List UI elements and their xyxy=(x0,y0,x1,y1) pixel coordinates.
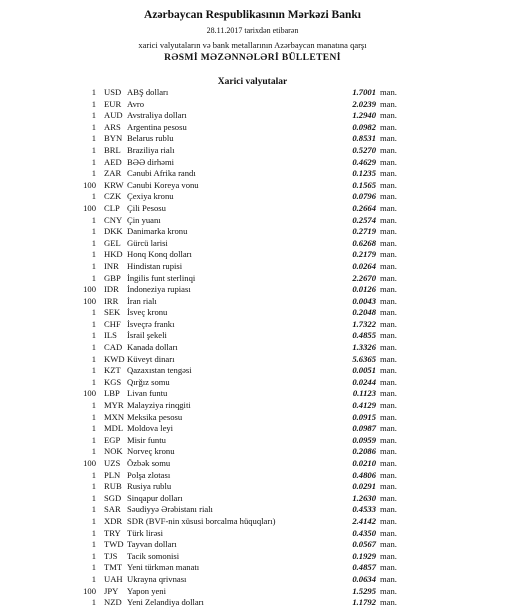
rate-row xyxy=(0,110,505,122)
unit-label: man. xyxy=(380,237,397,248)
currency-name: Qazaxıstan tengəsi xyxy=(127,365,192,376)
unit-label: man. xyxy=(380,330,397,341)
currency-name: Livan funtu xyxy=(127,388,168,399)
rate-row xyxy=(0,168,505,180)
exchange-rate: 1.7322 xyxy=(352,318,376,329)
rate-row xyxy=(0,458,505,470)
unit-label: man. xyxy=(380,469,397,480)
exchange-rate: 0.0567 xyxy=(352,539,376,550)
currency-name: İndoneziya rupiası xyxy=(127,284,191,295)
currency-code: RUB xyxy=(104,481,122,492)
exchange-rate: 0.0982 xyxy=(352,121,376,132)
unit-label: man. xyxy=(380,376,397,387)
exchange-rate: 0.0291 xyxy=(352,481,376,492)
section-heading: Xarici valyutalar xyxy=(217,77,288,87)
currency-code: SGD xyxy=(104,492,122,503)
unit-label: man. xyxy=(380,121,397,132)
rate-row xyxy=(0,377,505,389)
currency-code: TRY xyxy=(104,527,121,538)
unit-label: man. xyxy=(380,562,397,573)
nominal: 1 xyxy=(91,492,96,503)
unit-label: man. xyxy=(380,98,397,109)
currency-code: UZS xyxy=(104,458,121,468)
rate-row xyxy=(0,435,505,447)
exchange-rate: 0.4857 xyxy=(352,562,376,573)
nominal: 1 xyxy=(91,110,96,121)
currency-name: Danimarka kronu xyxy=(127,226,188,237)
rate-row xyxy=(0,133,505,145)
unit-label: man. xyxy=(380,342,397,353)
nominal: 1 xyxy=(91,168,96,179)
currency-name: Ukrayna qrivnası xyxy=(127,573,187,584)
exchange-rate: 1.1792 xyxy=(352,597,376,608)
nominal: 1 xyxy=(91,597,96,608)
currency-code: MXN xyxy=(104,411,125,422)
nominal: 100 xyxy=(83,202,96,213)
currency-name: Yeni türkmən manatı xyxy=(127,562,200,573)
rate-row xyxy=(0,354,505,366)
unit-label: man. xyxy=(380,388,397,399)
rate-row xyxy=(0,446,505,458)
rate-row xyxy=(0,319,505,331)
unit-label: man. xyxy=(380,226,397,237)
exchange-rate: 0.0043 xyxy=(352,295,376,306)
nominal: 1 xyxy=(91,307,96,318)
rate-row xyxy=(0,226,505,238)
nominal: 100 xyxy=(83,179,96,190)
exchange-rate: 0.2179 xyxy=(352,249,376,260)
currency-code: KGS xyxy=(104,376,122,387)
rate-row xyxy=(0,203,505,215)
currency-code: EUR xyxy=(104,98,122,109)
currency-code: XDR xyxy=(104,515,123,526)
exchange-rate: 0.2048 xyxy=(352,307,376,318)
rate-row xyxy=(0,307,505,319)
nominal: 1 xyxy=(91,191,96,202)
currency-name: Rusiya rublu xyxy=(127,481,172,492)
exchange-rate: 0.4629 xyxy=(352,156,376,167)
exchange-rate: 0.4806 xyxy=(352,469,376,480)
currency-name: İsveç kronu xyxy=(127,307,168,318)
currency-code: NZD xyxy=(104,597,122,608)
currency-code: BRL xyxy=(104,144,121,155)
unit-label: man. xyxy=(380,515,397,526)
nominal: 1 xyxy=(91,504,96,515)
nominal: 1 xyxy=(91,550,96,561)
currency-code: GEL xyxy=(104,237,121,248)
currency-name: Yeni Zelandiya dolları xyxy=(127,597,204,608)
unit-label: man. xyxy=(380,423,397,434)
exchange-rate: 0.8531 xyxy=(352,133,376,144)
unit-label: man. xyxy=(380,585,397,596)
unit-label: man. xyxy=(380,492,397,503)
currency-code: TMT xyxy=(104,562,123,573)
nominal: 1 xyxy=(91,144,96,155)
nominal: 1 xyxy=(91,562,96,573)
nominal: 100 xyxy=(83,295,96,306)
currency-name: İngilis funt sterlinqi xyxy=(127,272,196,283)
nominal: 100 xyxy=(83,388,96,399)
currency-code: PLN xyxy=(104,469,121,480)
exchange-rate: 0.1235 xyxy=(352,168,376,179)
rate-row xyxy=(0,238,505,250)
nominal: 1 xyxy=(91,272,96,283)
rate-row xyxy=(0,215,505,227)
exchange-rate: 0.0915 xyxy=(352,411,376,422)
unit-label: man. xyxy=(380,365,397,376)
rates-table xyxy=(0,87,505,609)
exchange-rate: 0.0959 xyxy=(352,434,376,445)
rate-row xyxy=(0,400,505,412)
unit-label: man. xyxy=(380,272,397,283)
currency-code: CHF xyxy=(104,318,121,329)
currency-name: BƏƏ dirhəmi xyxy=(127,156,175,167)
unit-label: man. xyxy=(380,133,397,144)
unit-label: man. xyxy=(380,214,397,225)
currency-code: EGP xyxy=(104,434,121,445)
nominal: 1 xyxy=(91,318,96,329)
exchange-rate: 0.0796 xyxy=(352,191,376,202)
bank-title: Azərbaycan Respublikasının Mərkəzi Bankı xyxy=(144,9,361,21)
unit-label: man. xyxy=(380,597,397,608)
nominal: 1 xyxy=(91,249,96,260)
rate-row xyxy=(0,191,505,203)
currency-name: SDR (BVF-nin xüsusi borcalma hüquqları) xyxy=(127,515,276,526)
unit-label: man. xyxy=(380,284,397,295)
currency-name: Sinqapur dolları xyxy=(127,492,183,503)
unit-label: man. xyxy=(380,202,397,213)
nominal: 100 xyxy=(83,458,96,468)
unit-label: man. xyxy=(380,168,397,179)
unit-label: man. xyxy=(380,353,397,364)
unit-label: man. xyxy=(380,527,397,538)
currency-code: CZK xyxy=(104,191,122,202)
unit-label: man. xyxy=(380,446,397,457)
exchange-rate: 0.2664 xyxy=(352,202,376,213)
rate-row xyxy=(0,470,505,482)
rate-row xyxy=(0,516,505,528)
unit-label: man. xyxy=(380,550,397,561)
rate-row xyxy=(0,99,505,111)
currency-code: GBP xyxy=(104,272,121,283)
nominal: 1 xyxy=(91,353,96,364)
nominal: 1 xyxy=(91,365,96,376)
currency-code: INR xyxy=(104,260,119,271)
exchange-rate: 0.4855 xyxy=(352,330,376,341)
rate-row xyxy=(0,574,505,586)
currency-name: Hindistan rupisi xyxy=(127,260,183,271)
currency-name: Cənubi Afrika randı xyxy=(127,168,196,179)
effective-date: 28.11.2017 tarixdən etibarən xyxy=(206,26,299,35)
nominal: 1 xyxy=(91,527,96,538)
currency-name: Çexiya kronu xyxy=(127,191,174,202)
exchange-rate: 0.6268 xyxy=(352,237,376,248)
currency-code: NOK xyxy=(104,446,123,457)
unit-label: man. xyxy=(380,249,397,260)
exchange-rate: 5.6365 xyxy=(352,353,376,364)
unit-label: man. xyxy=(380,434,397,445)
nominal: 1 xyxy=(91,214,96,225)
nominal: 1 xyxy=(91,573,96,584)
unit-label: man. xyxy=(380,504,397,515)
currency-code: KWD xyxy=(104,353,125,364)
currency-name: Polşa zlotası xyxy=(127,469,171,480)
nominal: 100 xyxy=(83,284,96,295)
unit-label: man. xyxy=(380,411,397,422)
currency-name: Moldova leyi xyxy=(127,423,174,434)
unit-label: man. xyxy=(380,144,397,155)
rate-row xyxy=(0,481,505,493)
currency-name: Çili Pesosu xyxy=(127,202,166,213)
bulletin-title: RƏSMİ MƏZƏNNƏLƏRİ BÜLLETENİ xyxy=(164,53,341,63)
currency-name: Avstraliya dolları xyxy=(127,110,187,121)
currency-code: AED xyxy=(104,156,122,167)
rate-row xyxy=(0,586,505,598)
rate-row xyxy=(0,365,505,377)
currency-code: CNY xyxy=(104,214,123,225)
currency-code: IDR xyxy=(104,284,119,295)
currency-name: Tacik somonisi xyxy=(127,550,180,561)
currency-code: SAR xyxy=(104,504,121,515)
unit-label: man. xyxy=(380,400,397,411)
exchange-rate: 2.2670 xyxy=(352,272,376,283)
unit-label: man. xyxy=(380,295,397,306)
rate-row xyxy=(0,539,505,551)
rate-row xyxy=(0,296,505,308)
nominal: 1 xyxy=(91,121,96,132)
currency-code: AUD xyxy=(104,110,123,121)
currency-code: TWD xyxy=(104,539,124,550)
nominal: 100 xyxy=(83,585,96,596)
currency-name: Braziliya rialı xyxy=(127,144,175,155)
rate-row xyxy=(0,528,505,540)
exchange-rate: 0.0634 xyxy=(352,573,376,584)
rate-row xyxy=(0,388,505,400)
exchange-rate: 2.4142 xyxy=(352,515,376,526)
exchange-rate: 0.0051 xyxy=(352,365,376,376)
exchange-rate: 1.3326 xyxy=(352,342,376,353)
unit-label: man. xyxy=(380,110,397,121)
bulletin-subtitle: xarici valyutaların və bank metallarının Azərbaycan manatına qarşı xyxy=(138,40,367,50)
exchange-rate: 1.2630 xyxy=(352,492,376,503)
rate-row xyxy=(0,157,505,169)
rate-row xyxy=(0,330,505,342)
rate-row xyxy=(0,145,505,157)
rate-row xyxy=(0,551,505,563)
rate-row xyxy=(0,412,505,424)
currency-code: ZAR xyxy=(104,168,122,179)
currency-code: MDL xyxy=(104,423,124,434)
currency-code: MYR xyxy=(104,400,124,411)
currency-name: Argentina pesosu xyxy=(127,121,187,132)
unit-label: man. xyxy=(380,179,397,190)
nominal: 1 xyxy=(91,342,96,353)
nominal: 1 xyxy=(91,98,96,109)
currency-code: KRW xyxy=(104,179,124,190)
currency-name: Kanada dolları xyxy=(127,342,178,353)
nominal: 1 xyxy=(91,515,96,526)
exchange-rate: 0.1123 xyxy=(352,388,376,399)
rate-row xyxy=(0,562,505,574)
exchange-rate: 0.0264 xyxy=(352,260,376,271)
nominal: 1 xyxy=(91,260,96,271)
nominal: 1 xyxy=(91,400,96,411)
nominal: 1 xyxy=(91,330,96,341)
nominal: 1 xyxy=(91,481,96,492)
currency-name: Türk lirəsi xyxy=(127,527,164,538)
currency-name: Belarus rublu xyxy=(127,133,174,144)
exchange-rate: 0.5270 xyxy=(352,144,376,155)
currency-code: HKD xyxy=(104,249,123,260)
currency-name: Avro xyxy=(127,98,145,109)
rate-row xyxy=(0,273,505,285)
unit-label: man. xyxy=(380,260,397,271)
exchange-rate: 0.0244 xyxy=(352,376,376,387)
currency-name: İsveçrə frankı xyxy=(127,318,175,329)
nominal: 1 xyxy=(91,434,96,445)
exchange-rate: 1.5295 xyxy=(352,585,376,596)
rate-row xyxy=(0,284,505,296)
currency-code: CAD xyxy=(104,342,123,353)
currency-name: Cənubi Koreya vonu xyxy=(127,179,199,190)
nominal: 1 xyxy=(91,376,96,387)
exchange-rate: 0.2719 xyxy=(352,226,376,237)
currency-name: Malayziya rinqgiti xyxy=(127,400,191,411)
currency-name: Küveyt dinarı xyxy=(127,353,175,364)
currency-code: BYN xyxy=(104,133,123,144)
rate-row xyxy=(0,342,505,354)
unit-label: man. xyxy=(380,458,397,468)
exchange-rate: 0.4350 xyxy=(352,527,376,538)
currency-code: ILS xyxy=(104,330,117,341)
unit-label: man. xyxy=(380,539,397,550)
exchange-rate: 0.0210 xyxy=(352,458,376,468)
currency-name: Gürcü larisi xyxy=(127,237,168,248)
nominal: 1 xyxy=(91,446,96,457)
currency-name: İsrail şekeli xyxy=(127,330,167,341)
rate-row xyxy=(0,597,505,609)
rate-row xyxy=(0,504,505,516)
unit-label: man. xyxy=(380,156,397,167)
nominal: 1 xyxy=(91,423,96,434)
rate-row xyxy=(0,249,505,261)
unit-label: man. xyxy=(380,481,397,492)
exchange-rate: 2.0239 xyxy=(352,98,376,109)
exchange-rate: 0.4129 xyxy=(352,400,376,411)
currency-name: Misir funtu xyxy=(127,434,166,445)
currency-code: KZT xyxy=(104,365,121,376)
nominal: 1 xyxy=(91,469,96,480)
currency-code: USD xyxy=(104,87,122,97)
rate-row xyxy=(0,493,505,505)
nominal: 1 xyxy=(91,411,96,422)
currency-name: Yapon yeni xyxy=(127,585,166,596)
rate-row xyxy=(0,87,505,99)
unit-label: man. xyxy=(380,191,397,202)
currency-name: Çin yuanı xyxy=(127,214,161,225)
exchange-rate: 0.2574 xyxy=(352,214,376,225)
exchange-rate: 0.1565 xyxy=(352,179,376,190)
nominal: 1 xyxy=(91,226,96,237)
currency-code: IRR xyxy=(104,295,119,306)
currency-name: Meksika pesosu xyxy=(127,411,183,422)
rate-row xyxy=(0,122,505,134)
currency-name: İran rialı xyxy=(127,295,157,306)
exchange-rate: 1.2940 xyxy=(352,110,376,121)
currency-name: Tayvan dolları xyxy=(127,539,177,550)
currency-name: ABŞ dolları xyxy=(127,87,169,97)
exchange-rate: 0.4533 xyxy=(352,504,376,515)
nominal: 1 xyxy=(91,87,96,97)
currency-name: Səudiyyə Ərəbistanı rialı xyxy=(127,504,213,515)
nominal: 1 xyxy=(91,156,96,167)
currency-code: DKK xyxy=(104,226,123,237)
unit-label: man. xyxy=(380,318,397,329)
nominal: 1 xyxy=(91,539,96,550)
exchange-rate: 0.0126 xyxy=(352,284,376,295)
currency-code: SEK xyxy=(104,307,121,318)
unit-label: man. xyxy=(380,573,397,584)
exchange-rate: 0.2086 xyxy=(352,446,376,457)
unit-label: man. xyxy=(380,87,397,97)
exchange-rate: 0.1929 xyxy=(352,550,376,561)
rate-row xyxy=(0,423,505,435)
nominal: 1 xyxy=(91,237,96,248)
currency-name: Özbək somu xyxy=(127,458,171,468)
currency-name: Norveç kronu xyxy=(127,446,175,457)
currency-code: UAH xyxy=(104,573,123,584)
currency-name: Honq Konq dolları xyxy=(127,249,192,260)
currency-code: LBP xyxy=(104,388,120,399)
currency-name: Qırğız somu xyxy=(127,376,170,387)
rate-row xyxy=(0,180,505,192)
currency-code: TJS xyxy=(104,550,118,561)
unit-label: man. xyxy=(380,307,397,318)
currency-code: JPY xyxy=(104,585,119,596)
nominal: 1 xyxy=(91,133,96,144)
exchange-rate: 1.7001 xyxy=(352,87,376,97)
rate-row xyxy=(0,261,505,273)
exchange-rate: 0.0987 xyxy=(352,423,376,434)
currency-code: CLP xyxy=(104,202,120,213)
currency-code: ARS xyxy=(104,121,121,132)
